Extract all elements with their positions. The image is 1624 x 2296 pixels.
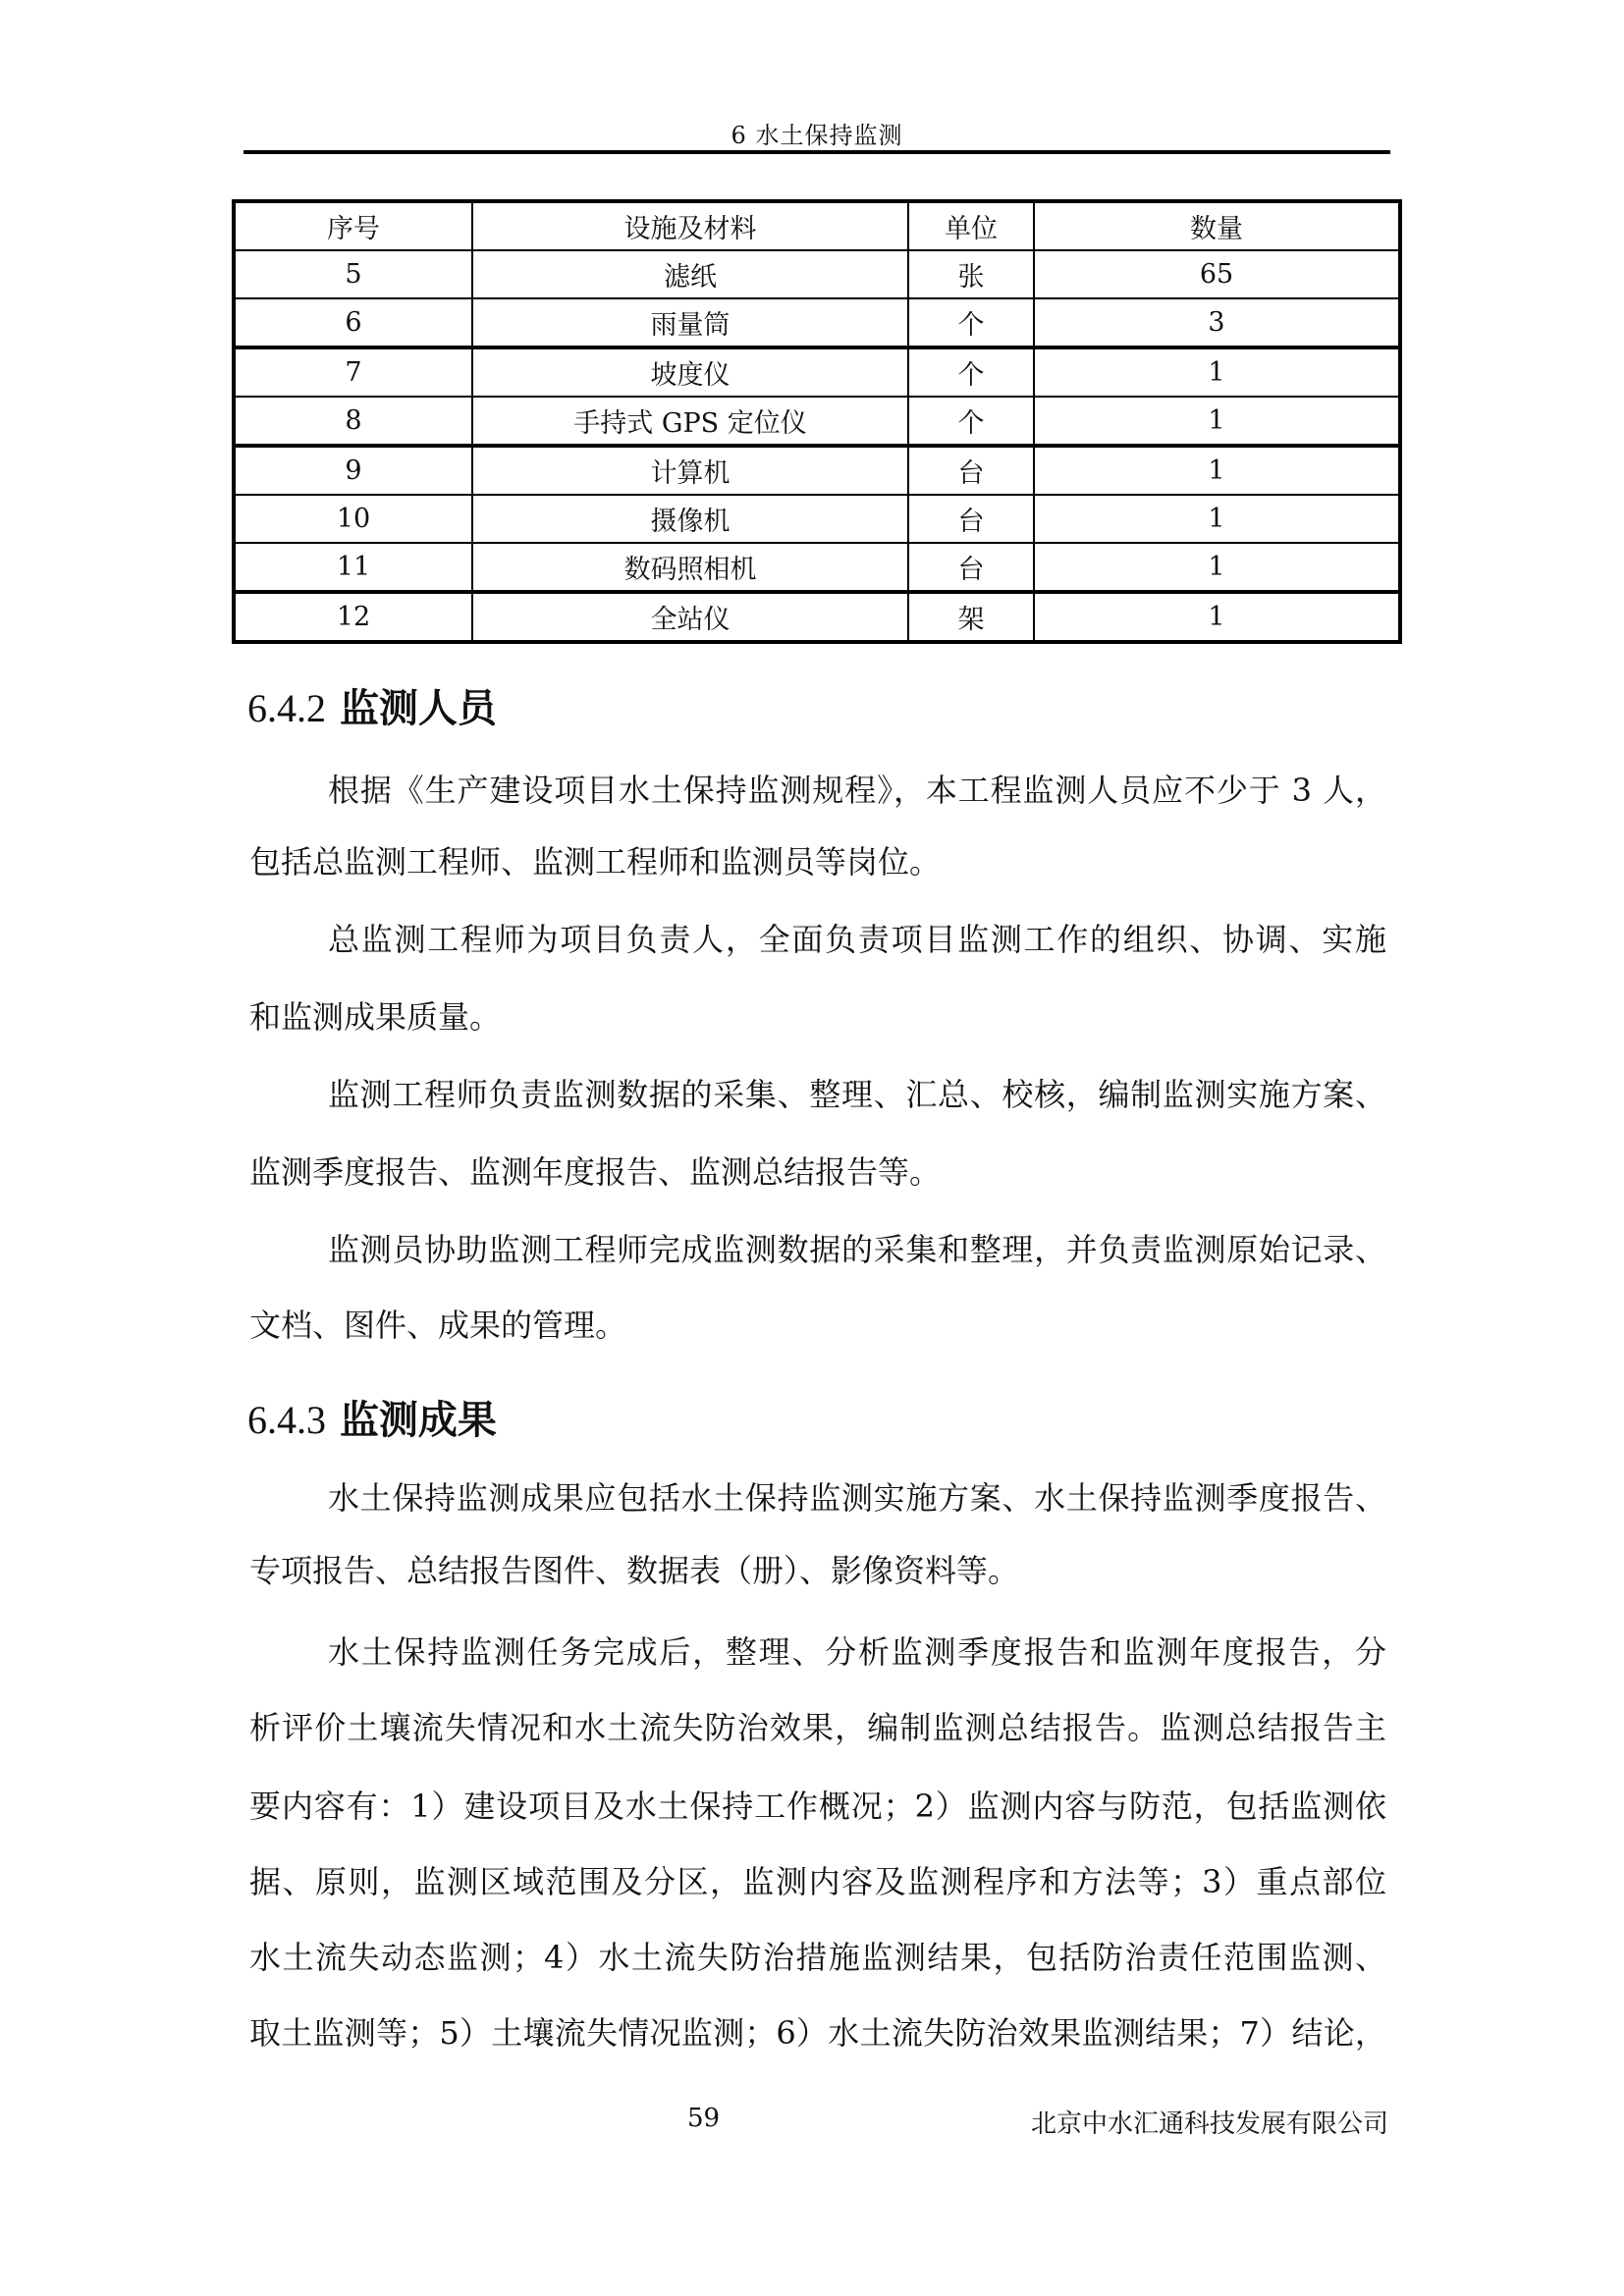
- header-rule: [244, 150, 1390, 154]
- table-cell: 7: [234, 347, 472, 397]
- table-cell: 坡度仪: [472, 347, 908, 397]
- table-cell: 台: [908, 543, 1034, 592]
- section-heading-6-4-3: [247, 1389, 497, 1445]
- table-row: [234, 543, 1400, 592]
- paragraph-line: 总监测工程师为项目负责人，全面负责项目监测工作的组织、协调、实施: [328, 921, 1386, 958]
- table-cell: 10: [234, 495, 472, 543]
- paragraph-line: 和监测成果质量。: [249, 998, 502, 1036]
- paragraph-line: 监测员协助监测工程师完成监测数据的采集和整理，并负责监测原始记录、: [328, 1231, 1386, 1268]
- paragraph-line: 专项报告、总结报告图件、数据表（册）、影像资料等。: [249, 1552, 1020, 1589]
- paragraph-line: 析评价土壤流失情况和水土流失防治效果，编制监测总结报告。监测总结报告主: [249, 1709, 1386, 1746]
- table-cell: 个: [908, 397, 1034, 446]
- table-cell: 8: [234, 397, 472, 446]
- paragraph-line: 监测季度报告、监测年度报告、监测总结报告等。: [249, 1153, 942, 1191]
- table-cell: 数码照相机: [472, 543, 908, 592]
- table-row: [234, 397, 1400, 446]
- table-cell: 全站仪: [472, 592, 908, 642]
- column-header: 序号: [234, 201, 472, 250]
- equipment-table: [232, 199, 1402, 644]
- table-cell: 计算机: [472, 446, 908, 495]
- table-cell: 个: [908, 347, 1034, 397]
- column-header: 数量: [1034, 201, 1400, 250]
- table-header-row: [234, 201, 1400, 250]
- paragraph-line: 水土保持监测成果应包括水土保持监测实施方案、水土保持监测季度报告、: [328, 1479, 1386, 1517]
- column-header: 单位: [908, 201, 1034, 250]
- table-row: [234, 250, 1400, 298]
- table-cell: 6: [234, 298, 472, 347]
- paragraph-line: 水土流失动态监测；4）水土流失防治措施监测结果，包括防治责任范围监测、: [249, 1939, 1386, 1976]
- paragraph-line: 文档、图件、成果的管理。: [249, 1307, 627, 1344]
- table-row: [234, 347, 1400, 397]
- paragraph-line: 取土监测等；5）土壤流失情况监测；6）水土流失防治效果监测结果；7）结论，: [249, 2014, 1386, 2052]
- paragraph-line: 监测工程师负责监测数据的采集、整理、汇总、校核，编制监测实施方案、: [328, 1076, 1386, 1113]
- table-cell: 台: [908, 446, 1034, 495]
- section-title: 监测成果: [339, 1398, 497, 1443]
- table-cell: 台: [908, 495, 1034, 543]
- table-row: [234, 495, 1400, 543]
- paragraph-line: 包括总监测工程师、监测工程师和监测员等岗位。: [249, 843, 942, 881]
- table-cell: 1: [1034, 543, 1400, 592]
- table-cell: 个: [908, 298, 1034, 347]
- table-cell: 1: [1034, 495, 1400, 543]
- table-cell: 雨量筒: [472, 298, 908, 347]
- table-cell: 手持式 GPS 定位仪: [472, 397, 908, 446]
- table-cell: 12: [234, 592, 472, 642]
- table-cell: 5: [234, 250, 472, 298]
- table-cell: 张: [908, 250, 1034, 298]
- running-header: 6 水土保持监测: [731, 122, 903, 149]
- table-cell: 1: [1034, 592, 1400, 642]
- section-title: 监测人员: [339, 686, 497, 731]
- table-cell: 3: [1034, 298, 1400, 347]
- paragraph-line: 水土保持监测任务完成后，整理、分析监测季度报告和监测年度报告，分: [328, 1633, 1386, 1671]
- table-cell: 1: [1034, 347, 1400, 397]
- table-cell: 架: [908, 592, 1034, 642]
- footer-company: 北京中水汇通科技发展有限公司: [1030, 2109, 1388, 2139]
- paragraph-line: 根据《生产建设项目水土保持监测规程》，本工程监测人员应不少于 3 人，: [328, 772, 1386, 809]
- section-number: 6.4.3: [247, 1398, 326, 1442]
- table-cell: 滤纸: [472, 250, 908, 298]
- section-heading-6-4-2: [247, 677, 497, 733]
- column-header: 设施及材料: [472, 201, 908, 250]
- table-row: [234, 298, 1400, 347]
- paragraph-line: 据、原则，监测区域范围及分区，监测内容及监测程序和方法等；3）重点部位: [249, 1863, 1386, 1900]
- section-number: 6.4.2: [247, 686, 326, 730]
- table-cell: 1: [1034, 446, 1400, 495]
- table-row: [234, 446, 1400, 495]
- paragraph-line: 要内容有：1）建设项目及水土保持工作概况；2）监测内容与防范，包括监测依: [249, 1788, 1386, 1825]
- table-cell: 9: [234, 446, 472, 495]
- table-cell: 摄像机: [472, 495, 908, 543]
- table-cell: 65: [1034, 250, 1400, 298]
- table-cell: 11: [234, 543, 472, 592]
- page-number: 59: [687, 2104, 721, 2133]
- table-row: [234, 592, 1400, 642]
- table-cell: 1: [1034, 397, 1400, 446]
